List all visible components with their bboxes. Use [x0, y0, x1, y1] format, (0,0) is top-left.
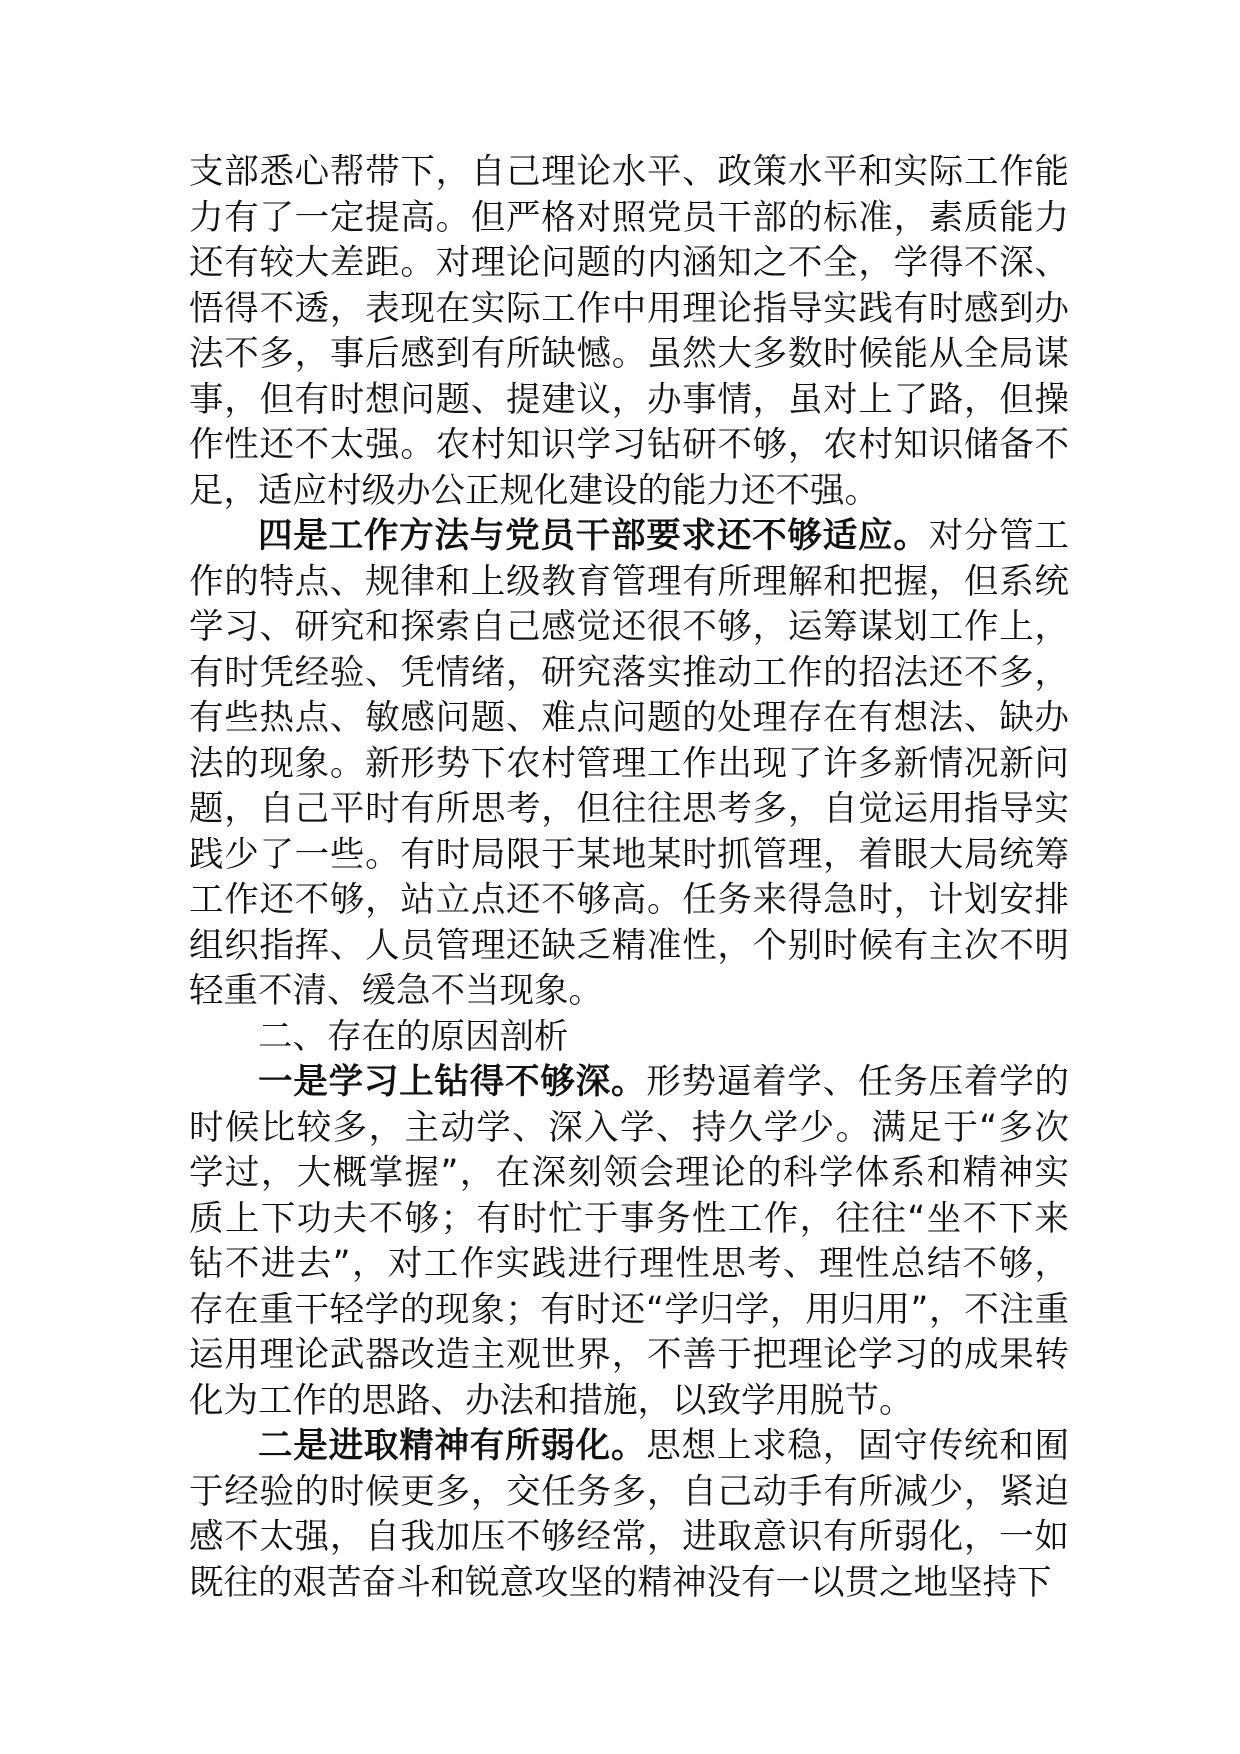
paragraph-text: 形势逼着学、任务压着学的时候比较多，主动学、深入学、持久学少。满足于“多次学过，大概掌握”，在深刻领会理论的科学体系和精神实质上下功夫不够；有时忙于事务性工作，往往“坐不下来钻不进去”，对工作实践进行理性思考、理性总结不够，存在重干轻学的现象；有时还“学归学，用归用”，不注重运用理论武器改造主观世界，不善于把理论学习的成果转化为工作的思路、办法和措施，以致学用脱节。 — [189, 1062, 1069, 1421]
paragraph-work-method — [189, 514, 1069, 1015]
paragraph-lead-heading: 四是工作方法与党员干部要求还不够适应。 — [258, 516, 929, 556]
document-body — [189, 150, 1069, 1606]
paragraph-continuation — [189, 150, 1069, 514]
paragraph-text: 支部悉心帮带下，自己理论水平、政策水平和实际工作能力有了一定提高。但严格对照党员干部的标准，素质能力还有较大差距。对理论问题的内涵知之不全，学得不深、悟得不透，表现在实际工作中用理论指导实践有时感到办法不多，事后感到有所缺憾。虽然大多数时候能从全局谋事，但有时想问题、提建议，办事情，虽对上了路，但操作性还不太强。农村知识学习钻研不够，农村知识储备不足，适应村级办公正规化建设的能力还不强。 — [189, 152, 1069, 511]
paragraph-text: 对分管工作的特点、规律和上级教育管理有所理解和把握，但系统学习、研究和探索自己感觉还很不够，运筹谋划工作上，有时凭经验、凭情绪，研究落实推动工作的招法还不多，有些热点、敏感问题、难点问题的处理存在有想法、缺办法的现象。新形势下农村管理工作出现了许多新情况新问题，自己平时有所思考，但往往思考多，自觉运用指导实践少了一些。有时局限于某地某时抓管理，着眼大局统筹工作还不够，站立点还不够高。任务来得急时，计划安排组织指挥、人员管理还缺乏精准性，个别时候有主次不明轻重不清、缓急不当现象。 — [189, 516, 1070, 1011]
paragraph-lead-heading: 二是进取精神有所弱化。 — [258, 1426, 647, 1466]
paragraph-study — [189, 1060, 1069, 1424]
section-heading — [189, 1015, 1069, 1061]
paragraph-text: 思想上求稳，固守传统和囿于经验的时候更多，交任务多，自己动手有所减少，紧迫感不太强，自我加压不够经常，进取意识有所弱化，一如既往的艰苦奋斗和锐意攻坚的精神没有一以贯之地坚持下 — [189, 1426, 1069, 1603]
paragraph-lead-heading: 一是学习上钻得不够深。 — [258, 1062, 647, 1102]
paragraph-enterprise — [189, 1424, 1069, 1606]
section-heading-text: 二、存在的原因剖析 — [258, 1016, 569, 1057]
